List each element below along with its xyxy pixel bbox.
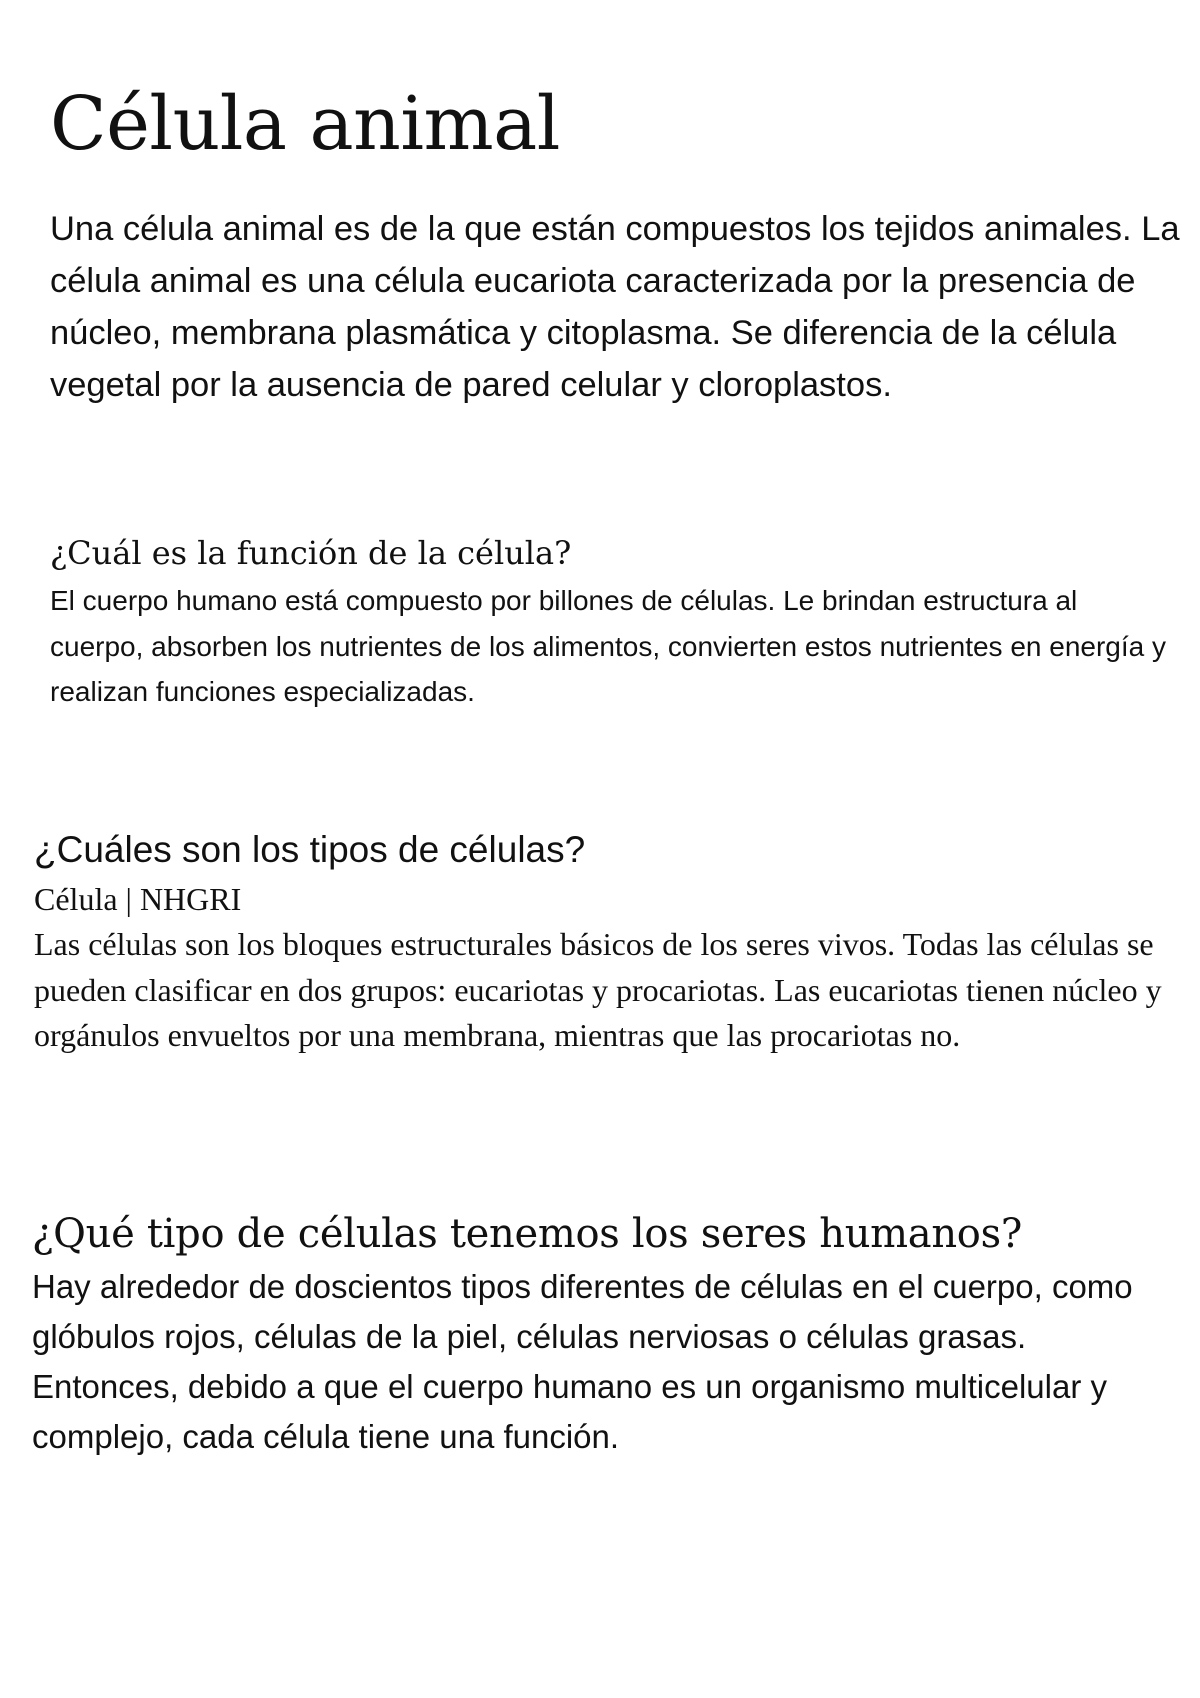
section-body-human-cells: Hay alrededor de doscientos tipos diferentes de células en el cuerpo, como glóbulos rojos, células de la piel, células nerviosas o células grasas. Entonces, debido a que el cuerpo humano es un organismo multicelular y complejo, cada célula tiene una función. [32, 1268, 1133, 1455]
section-heading-human-cells: ¿Qué tipo de células tenemos los seres humanos? [32, 1211, 1022, 1257]
intro-paragraph: Una célula animal es de la que están compuestos los tejidos animales. La célula animal es una célula eucariota caracterizada por la presencia de núcleo, membrana plasmática y citoplasma. Se diferencia de la célula vegetal por la ausencia de pared celular y cloroplastos. [50, 210, 1180, 404]
section-heading-cell-types: ¿Cuáles son los tipos de células? [34, 829, 586, 870]
section-body-cell-function: El cuerpo humano está compuesto por billones de células. Le brindan estructura al cuerpo, absorben los nutrientes de los alimentos, convierten estos nutrientes en energía y realizan funciones especializadas. [50, 585, 1166, 707]
section-body-cell-types: Las células son los bloques estructurales básicos de los seres vivos. Todas las células se pueden clasificar en dos grupos: eucariotas y procariotas. Las eucariotas tienen núcleo y orgánulos envueltos por una membrana, mientras que las procariotas no. [34, 926, 1162, 1053]
source-citation: Célula | NHGRI [34, 881, 242, 917]
section-heading-cell-function: ¿Cuál es la función de la célula? [50, 534, 572, 572]
page-title: Célula animal [50, 81, 560, 167]
